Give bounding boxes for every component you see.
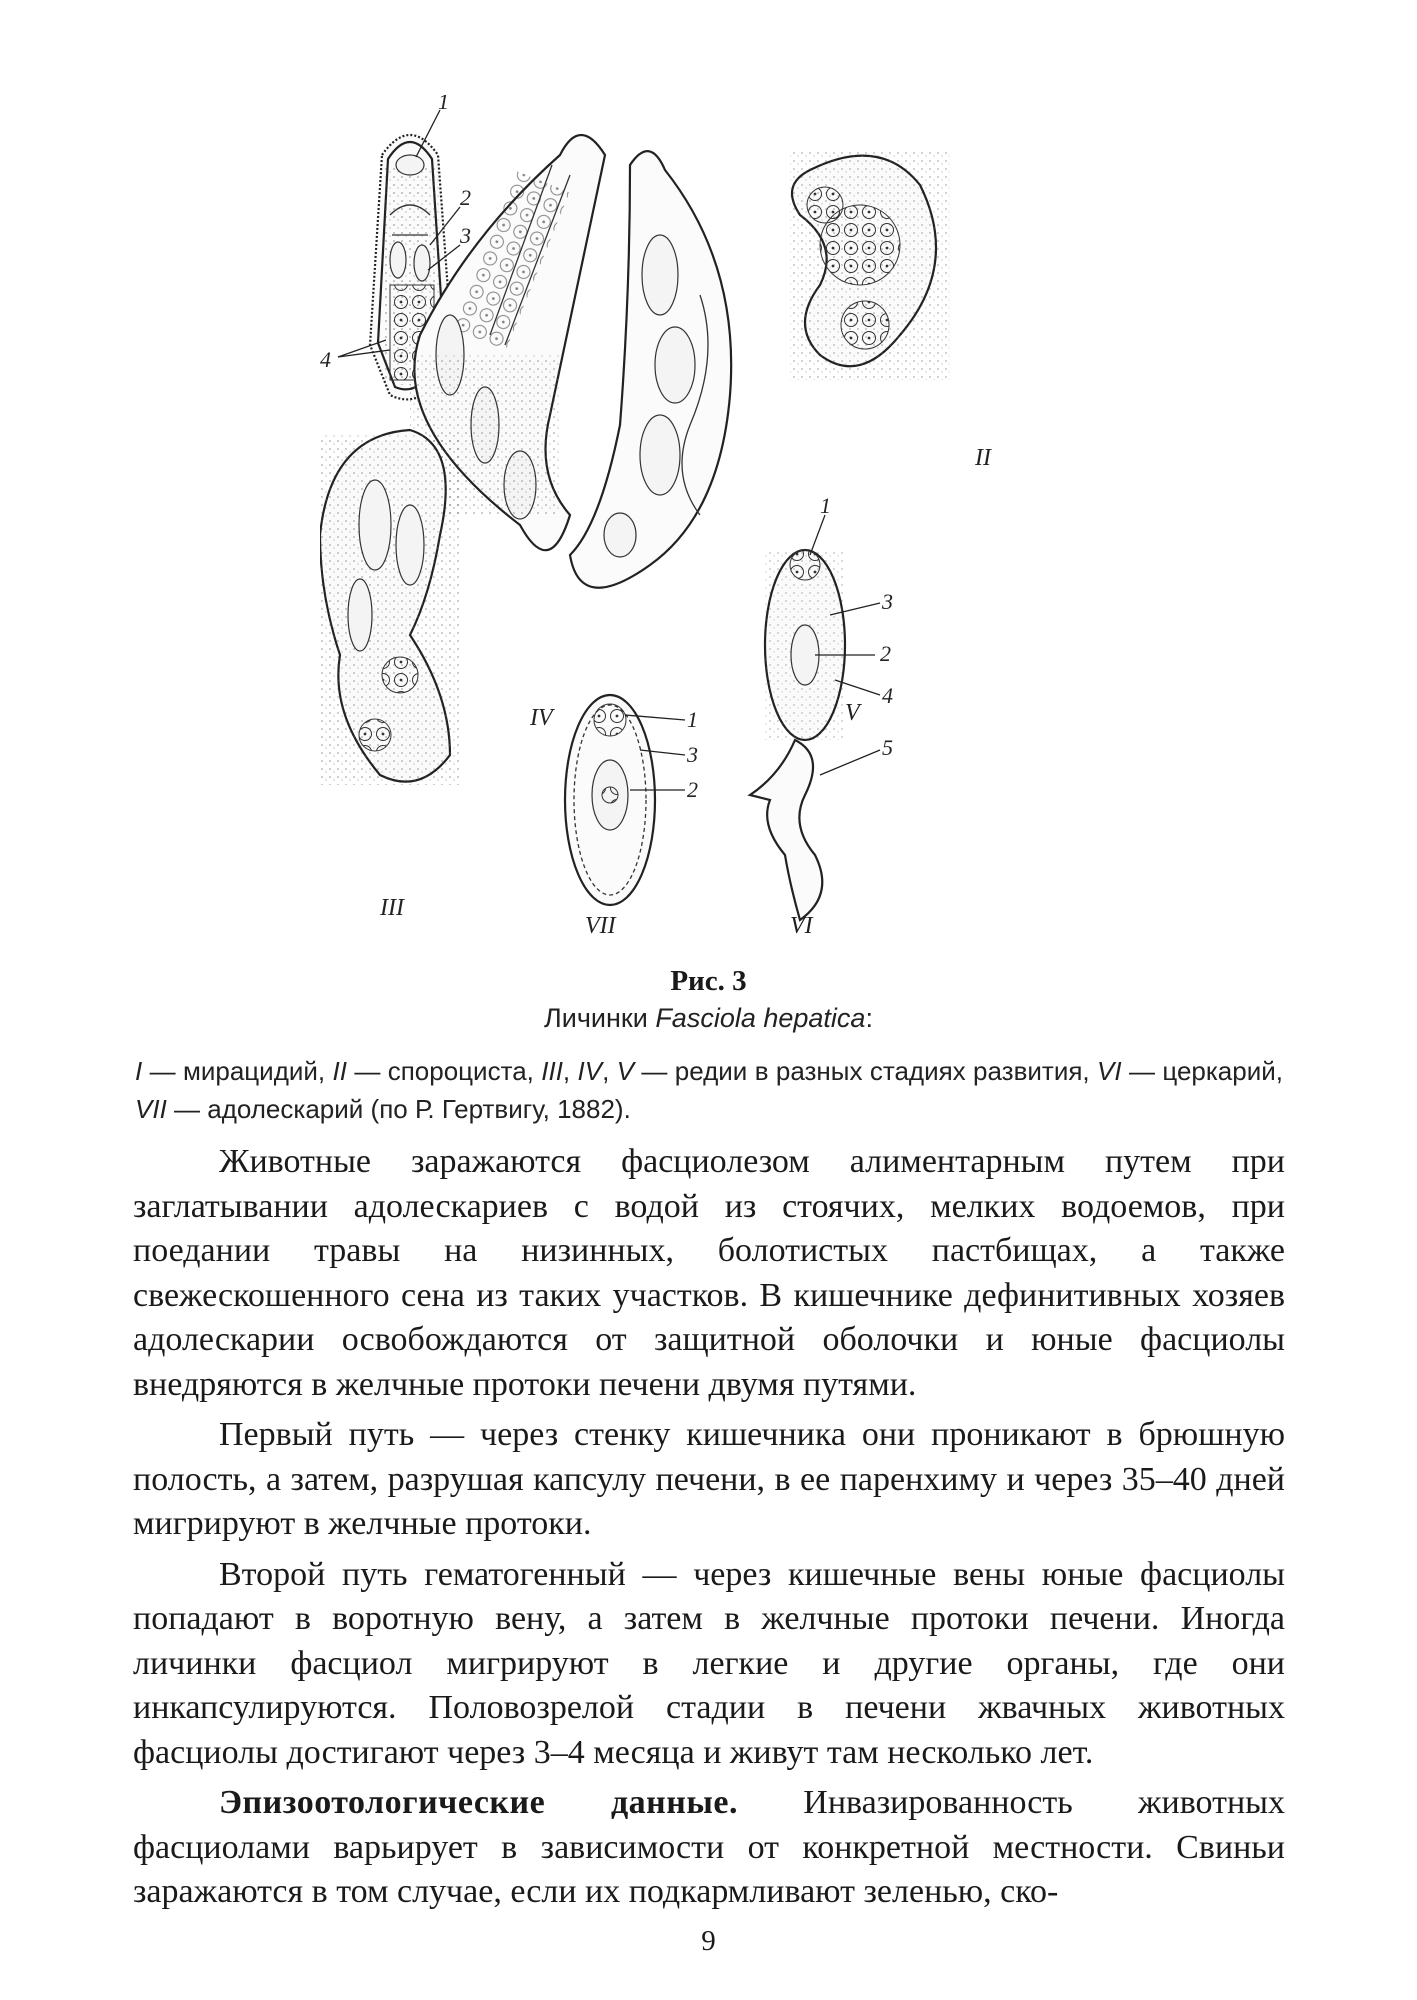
- callout-VI-1: 1: [820, 493, 831, 518]
- stage-label-V: V: [845, 700, 860, 726]
- callout-VII-1: 1: [687, 707, 698, 732]
- page-number: 9: [701, 1925, 716, 1957]
- caption-part: — спороциста,: [346, 1056, 542, 1086]
- sporocyst-drawing: [790, 150, 992, 471]
- caption-part: VII: [135, 1094, 167, 1124]
- paragraph-4: [133, 1781, 1285, 1915]
- callout-VI-4: 4: [882, 683, 893, 708]
- caption-part: — церкарий,: [1121, 1056, 1283, 1086]
- figure-subtitle-suffix: :: [865, 1003, 873, 1033]
- larvae-figure: [320, 95, 1180, 950]
- caption-part: ,: [562, 1056, 578, 1086]
- caption-part: VI: [1097, 1056, 1122, 1086]
- figure-title: Рис. 3: [670, 965, 747, 997]
- paragraph-3: Второй путь гематогенный — через кишечные вены юные фасциолы попадают в воротную вену, а затем в желчные протоки печени. Иногда личинки фасциол мигрируют в легкие и другие органы, где они инкапсулируются. Половозрелой стадии в печени жвачных животных фасциолы достигают через 3–4 месяца и живут там несколько лет.: [133, 1555, 1285, 1771]
- stage-label-VI: VI: [790, 913, 813, 939]
- caption-part: — мирацидий,: [142, 1056, 333, 1086]
- callout-VII-3: 3: [687, 742, 698, 767]
- figure-subtitle-prefix: Личинки: [544, 1003, 656, 1033]
- redia-III-drawing: [320, 430, 460, 921]
- caption-part: — адолескарий (по Р. Гертвигу, 1882).: [166, 1094, 631, 1124]
- paragraph-2: Первый путь — через стенку кишечника они проникают в брюшную полость, а затем, разрушая капсулу печени, в ее паренхиму и через 35–40 дней мигрируют в желчные протоки.: [133, 1416, 1285, 1542]
- callout-VI-2: 2: [880, 641, 891, 666]
- section-heading: Эпизоотологические данные.: [219, 1784, 739, 1821]
- callout-I-2: 2: [460, 185, 471, 210]
- caption-part: ,: [602, 1056, 617, 1086]
- caption-part: IV: [577, 1056, 603, 1086]
- paragraph-4-text: Инвазированность животных фасциолами варьирует в зависимости от конкретной местности. Свиньи заражаются в том случае, если их подкармливают зеленью, ско-: [133, 1784, 1285, 1910]
- figure-subtitle: [0, 1000, 1417, 1036]
- stage-label-VII: VII: [585, 913, 616, 939]
- stage-label-IV: IV: [530, 705, 553, 731]
- callout-VI-3: 3: [882, 589, 893, 614]
- figure-caption: [135, 1052, 1283, 1128]
- body-text: [133, 1140, 1285, 1921]
- stage-label-III: III: [380, 895, 404, 921]
- caption-part: — редии в разных стадиях развития,: [634, 1056, 1098, 1086]
- callout-VI-5: 5: [882, 735, 893, 760]
- caption-part: II: [332, 1056, 347, 1086]
- callout-VII-2: 2: [687, 777, 698, 802]
- cercaria-drawing: [750, 493, 893, 939]
- species-name: Fasciola hepatica: [655, 1003, 866, 1033]
- caption-part: III: [541, 1056, 563, 1086]
- callout-I-3: 3: [460, 223, 471, 248]
- caption-part: V: [616, 1056, 635, 1086]
- stage-label-II: II: [975, 445, 991, 471]
- caption-part: I: [135, 1056, 143, 1086]
- paragraph-1: Животные заражаются фасциолезом алиментарным путем при заглатывании адолескариев с водой из стоячих, мелких водоемов, при поедании травы на низинных, болотистых пастбищах, а также свежескошенного сена из таких участков. В кишечнике дефинитивных хозяев адолескарии освобождаются от защитной оболочки и юные фасциолы внедряются в желчные протоки печени двумя путями.: [133, 1143, 1285, 1403]
- callout-I-1: 1: [438, 95, 449, 114]
- callout-I-4: 4: [320, 347, 331, 372]
- adolescaria-drawing: [565, 695, 698, 939]
